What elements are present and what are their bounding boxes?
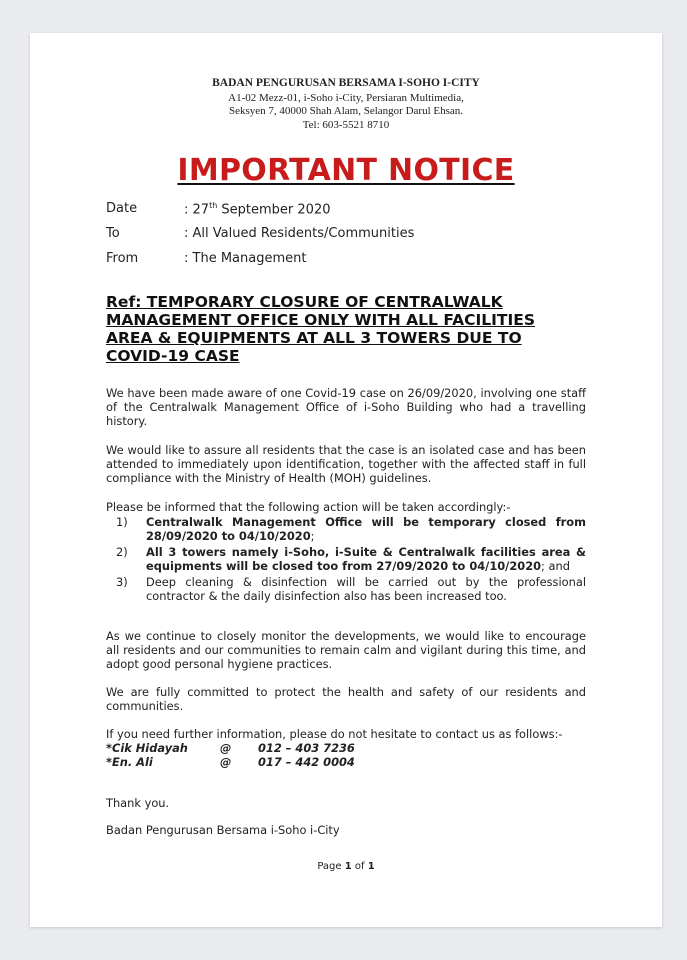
signoff: Badan Pengurusan Bersama i-Soho i-City <box>106 823 340 837</box>
contact-phone: 017 – 442 0004 <box>258 755 355 769</box>
meta-to <box>106 226 415 241</box>
contact-row <box>106 755 355 769</box>
action-item: 1) Centralwalk Management Office will be temporary closed from 28/09/2020 to 04/10/2020; <box>116 515 586 543</box>
from-value: : The Management <box>184 251 307 266</box>
from-label: From <box>106 251 139 266</box>
action-item: 3) Deep cleaning & disinfection will be carried out by the professional contractor & the daily disinfection also has been increased too. <box>116 575 586 603</box>
at-sign: @ <box>220 755 232 769</box>
contact-name: *En. Ali <box>106 755 153 769</box>
to-value: : All Valued Residents/Communities <box>184 226 415 241</box>
date-label: Date <box>106 201 138 216</box>
letterhead-org: BADAN PENGURUSAN BERSAMA I-SOHO I-CITY <box>212 77 480 89</box>
page-number: Page 1 of 1 <box>317 861 375 872</box>
to-label: To <box>106 226 120 241</box>
thank-you: Thank you. <box>106 796 170 810</box>
letterhead-address-1: A1-02 Mezz-01, i-Soho i-City, Persiaran Multimedia, <box>228 92 464 104</box>
paragraph-1: We have been made aware of one Covid-19 case on 26/09/2020, involving one staff of the Centralwalk Management Office of i-Soho Building who had a travelling history. <box>106 386 586 428</box>
contact-row <box>106 741 355 755</box>
contact-phone: 012 – 403 7236 <box>258 741 355 755</box>
meta-from <box>106 251 307 266</box>
letterhead-address-2: Seksyen 7, 40000 Shah Alam, Selangor Darul Ehsan. <box>228 105 464 117</box>
paragraph-4: As we continue to closely monitor the developments, we would like to encourage all residents and our communities to remain calm and vigilant during this time, and adopt good personal hygiene practices. <box>106 629 586 671</box>
action-item: 2) All 3 towers namely i-Soho, i-Suite & Centralwalk facilities area & equipments will be closed too from 27/09/2020 to 04/10/2020; and <box>116 545 586 573</box>
notice-title: IMPORTANT NOTICE <box>177 153 515 188</box>
paragraph-5: We are fully committed to protect the health and safety of our residents and communities. <box>106 685 586 713</box>
date-value: : 27th September 2020 <box>184 201 331 218</box>
meta-date <box>106 201 331 218</box>
action-list <box>116 515 586 605</box>
paragraph-2: We would like to assure all residents that the case is an isolated case and has been attended to immediately upon identification, together with the affected staff in full compliance with the Ministry of Health (MOH) guidelines. <box>106 443 586 485</box>
paragraph-6: If you need further information, please do not hesitate to contact us as follows:- <box>106 727 563 741</box>
reference-heading: Ref: TEMPORARY CLOSURE OF CENTRALWALK MANAGEMENT OFFICE ONLY WITH ALL FACILITIES AREA & EQUIPMENTS AT ALL 3 TOWERS DUE TO COVID-19 CASE <box>106 293 535 365</box>
contact-name: *Cik Hidayah <box>106 741 188 755</box>
letterhead-tel: Tel: 603-5521 8710 <box>302 119 390 131</box>
at-sign: @ <box>220 741 232 755</box>
paragraph-3: Please be informed that the following action will be taken accordingly:- <box>106 500 511 514</box>
notice-page <box>30 33 662 927</box>
